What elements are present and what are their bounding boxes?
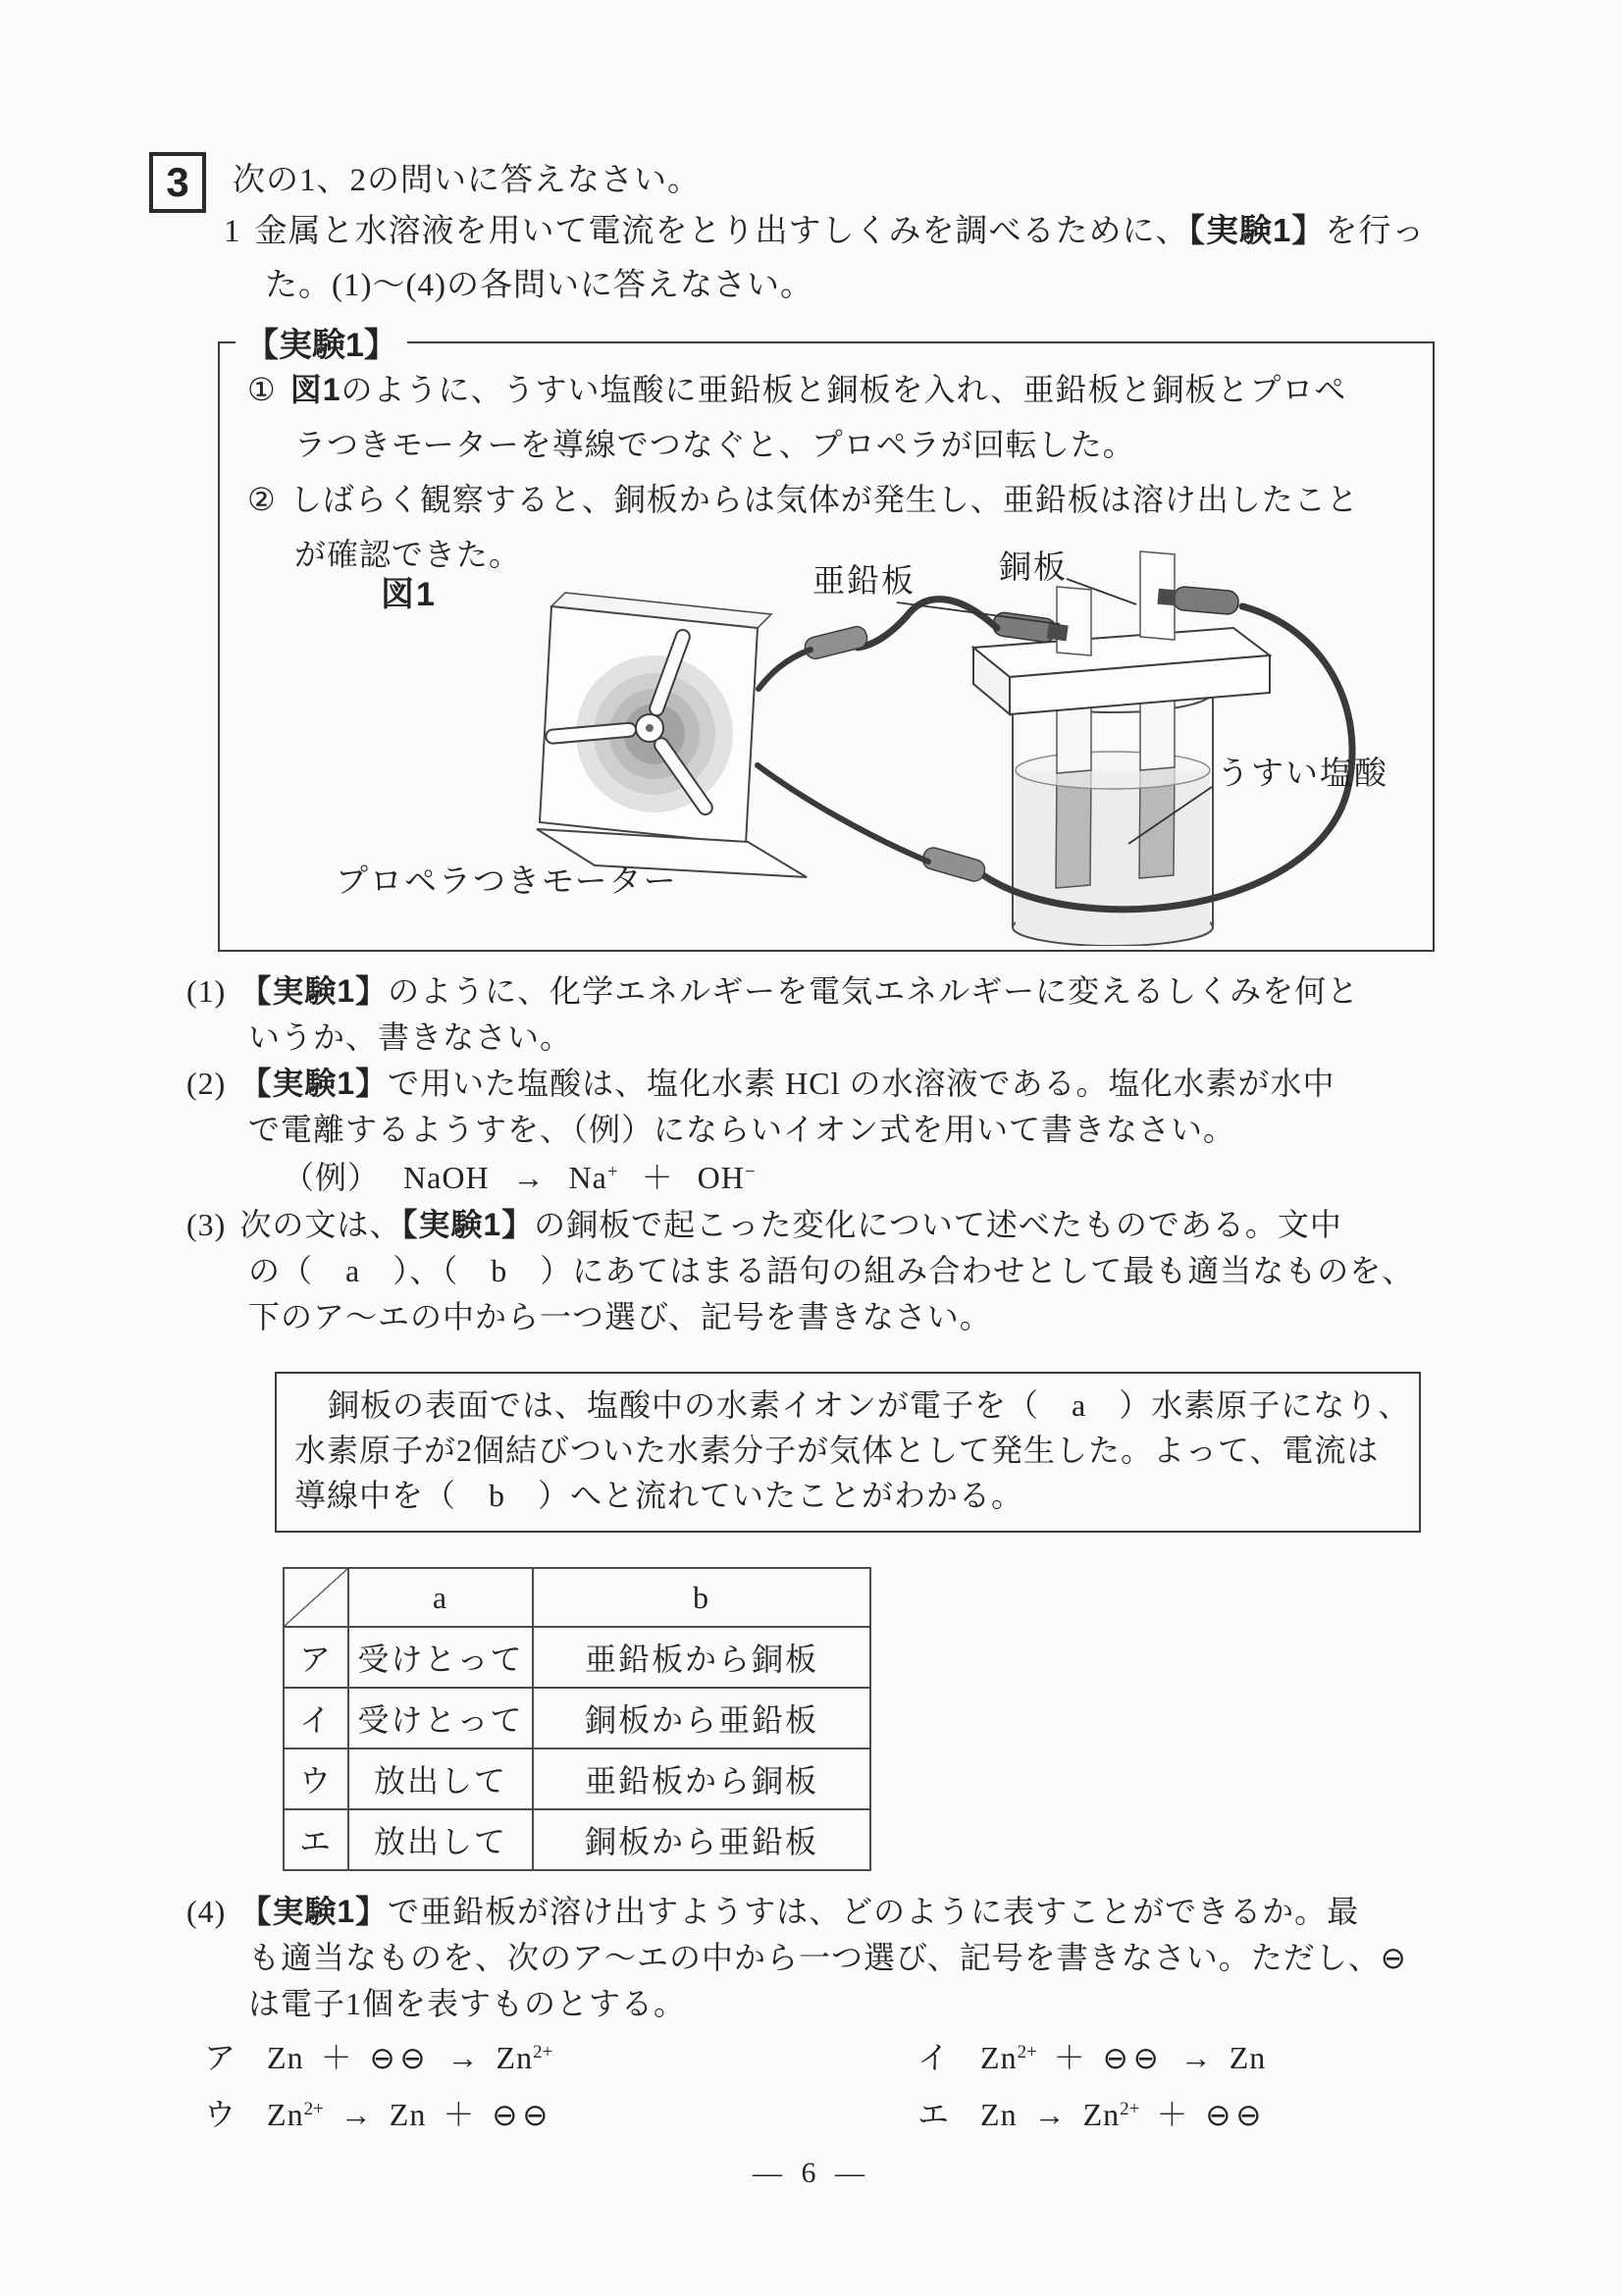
- option-a-key: ア: [204, 2040, 237, 2075]
- example-arrow: →: [512, 1160, 546, 1195]
- wire-connector-upper: [803, 625, 868, 661]
- question-4-marker: (4): [186, 1894, 227, 1929]
- experiment-1-ref: 【実験1】: [239, 973, 389, 1009]
- formula-plus: ＋: [1156, 2097, 1189, 2132]
- wire-sleeve-to-motor-upper: [759, 650, 811, 689]
- propeller-motor-label: プロペラつきモーター: [336, 864, 678, 900]
- question-1-text: のように、化学エネルギーを電気エネルギーに変えるしくみを何と: [388, 973, 1360, 1009]
- question-3-marker: (3): [186, 1207, 227, 1242]
- electron-pair-icon: ⊖⊖: [1102, 2041, 1164, 2076]
- answer-choice-table: [283, 1567, 871, 1871]
- formula-zn: Zn: [980, 2097, 1018, 2132]
- example-label: （例）: [283, 1160, 381, 1195]
- zinc-plate-label: 亜鉛板: [812, 564, 916, 600]
- formula-plus: ＋: [1053, 2040, 1086, 2075]
- formula-zn: Zn: [1229, 2040, 1267, 2075]
- figure-1-label: 図1: [381, 576, 437, 613]
- copper-plate-mid: [1140, 696, 1175, 770]
- formula-arrow: →: [446, 2040, 480, 2075]
- formula-zn: Zn: [389, 2097, 427, 2132]
- ionization-example: [283, 1153, 756, 1198]
- question-2-line2: で電離するようすを、（例）にならいイオン式を用いて書きなさい。: [248, 1112, 1236, 1147]
- option-e-key: エ: [917, 2097, 951, 2132]
- table-header-row: [284, 1568, 870, 1627]
- experiment-1-ref: 【実験1】: [239, 1894, 389, 1929]
- experiment-step-2-line1: [247, 480, 1359, 521]
- electron-symbol: ⊖: [1380, 1941, 1411, 1976]
- option-u-key: ウ: [204, 2097, 237, 2132]
- table-row: [284, 1627, 870, 1688]
- formula-zn: Zn: [267, 2040, 304, 2075]
- option-i: [917, 2033, 1266, 2078]
- formula-zn-ion: $Zn^{2+}$: [980, 2040, 1037, 2075]
- option-a: [204, 2033, 552, 2078]
- question-3-line3: 下のア～エの中から一つ選び、記号を書きなさい。: [248, 1299, 992, 1334]
- question-1-line2: いうか、書きなさい。: [248, 1019, 573, 1055]
- question-4-line1: [186, 1892, 1359, 1933]
- propeller-hub-pin: [646, 724, 654, 732]
- formula-zn-ion: $Zn^{2+}$: [496, 2040, 553, 2075]
- copper-plate-label: 銅板: [999, 550, 1068, 586]
- question-1-marker: (1): [186, 973, 227, 1009]
- experiment-1-ref: 【実験1】: [401, 1207, 535, 1242]
- question-intro: 次の1、2の問いに答えなさい。: [233, 163, 701, 198]
- formula-arrow: →: [1033, 2097, 1067, 2132]
- experiment-1-title: 【実験1】: [236, 318, 407, 366]
- experiment-step-2-line2: が確認できた。: [294, 537, 522, 572]
- step-2-text: しばらく観察すると、銅板からは気体が発生し、亜鉛板は溶け出したこと: [289, 482, 1359, 517]
- example-lhs: NaOH: [403, 1160, 490, 1195]
- table-row: [284, 1688, 870, 1748]
- experiment-step-1-line2: ラつきモーターを導線でつなぐと、プロペラが回転した。: [294, 427, 1135, 462]
- electron-pair-icon: ⊖⊖: [492, 2098, 553, 2133]
- example-ion1: Na+: [568, 1160, 618, 1195]
- option-u: [204, 2090, 552, 2135]
- question-4-text: で亜鉛板が溶け出すようすは、どのように表すことができるか。最: [388, 1894, 1360, 1929]
- row-b-value: 銅板から亜鉛板: [533, 1809, 870, 1870]
- question-2-line1: [186, 1064, 1335, 1105]
- step-1-text: のように、うすい塩酸に亜鉛板と銅板を入れ、亜鉛板と銅板とプロペ: [340, 372, 1347, 407]
- statement-line2: 水素原子が2個結びついた水素分子が気体として発生した。よって、電流は: [294, 1433, 1380, 1468]
- figure-1-ref: 図1: [289, 372, 341, 407]
- question-1-line1: [186, 971, 1359, 1013]
- subquestion-1-number: 1: [224, 214, 241, 249]
- question-3-text: の銅板で起こった変化について述べたものである。文中: [534, 1207, 1342, 1242]
- question-number: 3: [166, 159, 189, 205]
- table-corner-cell: [284, 1568, 348, 1627]
- question-3-line1: [186, 1205, 1342, 1246]
- electron-pair-icon: ⊖⊖: [1205, 2098, 1267, 2133]
- question-4-line3: は電子1個を表すものとする。: [248, 1986, 687, 2021]
- option-i-key: イ: [917, 2040, 951, 2075]
- row-key: エ: [284, 1809, 348, 1870]
- zinc-callout-line: [897, 602, 1060, 624]
- question-4-text2: も適当なものを、次のア～エの中から一つ選び、記号を書きなさい。ただし、: [248, 1940, 1381, 1975]
- row-a-value: 放出して: [348, 1748, 533, 1809]
- wire-connector-lower: [920, 846, 987, 884]
- statement-line1: 銅板の表面では、塩酸中の水素イオンが電子を（ a ）水素原子になり、: [328, 1387, 1411, 1423]
- question-2-text: で用いた塩酸は、塩化水素 HCl の水溶液である。塩化水素が水中: [388, 1066, 1335, 1101]
- question-4-line2: [248, 1938, 1411, 1979]
- row-a-value: 放出して: [348, 1809, 533, 1870]
- formula-zn-ion: $Zn^{2+}$: [267, 2097, 324, 2132]
- electron-pair-icon: ⊖⊖: [369, 2041, 431, 2076]
- dilute-hcl-label: うすい塩酸: [1217, 757, 1388, 792]
- row-b-value: 亜鉛板から銅板: [533, 1627, 870, 1688]
- page-number: — 6 —: [753, 2157, 870, 2189]
- formula-zn-ion: $Zn^{2+}$: [1082, 2097, 1140, 2132]
- formula-arrow: →: [340, 2097, 373, 2132]
- row-b-value: 銅板から亜鉛板: [533, 1688, 870, 1748]
- table-header-a: a: [348, 1568, 533, 1627]
- experiment-1-ref: 【実験1】: [1188, 212, 1326, 248]
- row-a-value: 受けとって: [348, 1627, 533, 1688]
- question-3-line2: の（ a ）、（ b ）にあてはまる語句の組み合わせとして最も適当なものを、: [248, 1253, 1415, 1288]
- row-b-value: 亜鉛板から銅板: [533, 1748, 870, 1809]
- example-ion2: OH−: [697, 1160, 756, 1195]
- row-key: ア: [284, 1627, 348, 1688]
- table-header-b: b: [533, 1568, 870, 1627]
- subquestion-1-line2: た。(1)～(4)の各問いに答えなさい。: [265, 268, 813, 303]
- table-row: [284, 1748, 870, 1809]
- zinc-plate-mid: [1057, 705, 1091, 773]
- experiment-1-ref: 【実験1】: [239, 1066, 389, 1101]
- row-key: イ: [284, 1688, 348, 1748]
- statement-line3: 導線中を（ b ）へと流れていたことがわかる。: [294, 1478, 1024, 1513]
- formula-plus: ＋: [320, 2040, 353, 2075]
- question-3-pre: 次の文は、: [239, 1207, 402, 1242]
- formula-arrow: →: [1179, 2040, 1213, 2075]
- subquestion-1-text: 金属と水溶液を用いて電流をとり出すしくみを調べるために、: [254, 214, 1189, 249]
- subquestion-1-line1: [224, 210, 1425, 253]
- row-a-value: 受けとって: [348, 1688, 533, 1748]
- step-2-marker: ②: [247, 482, 277, 517]
- zinc-plate-tab: [1057, 587, 1091, 655]
- wire-sleeve-to-motor-lower: [758, 765, 928, 861]
- option-e: [917, 2090, 1266, 2135]
- acid-liquid-bottom: [1016, 912, 1210, 943]
- step-1-marker: ①: [247, 372, 277, 407]
- question-number-box: [149, 152, 206, 213]
- example-plus: ＋: [641, 1160, 674, 1195]
- acid-liquid-surface: [1016, 752, 1210, 789]
- formula-plus: ＋: [443, 2097, 476, 2132]
- question-2-marker: (2): [186, 1066, 227, 1101]
- subquestion-1-text-end: を行っ: [1325, 214, 1426, 249]
- row-key: ウ: [284, 1748, 348, 1809]
- experiment-step-1-line1: [247, 370, 1346, 411]
- table-row: [284, 1809, 870, 1870]
